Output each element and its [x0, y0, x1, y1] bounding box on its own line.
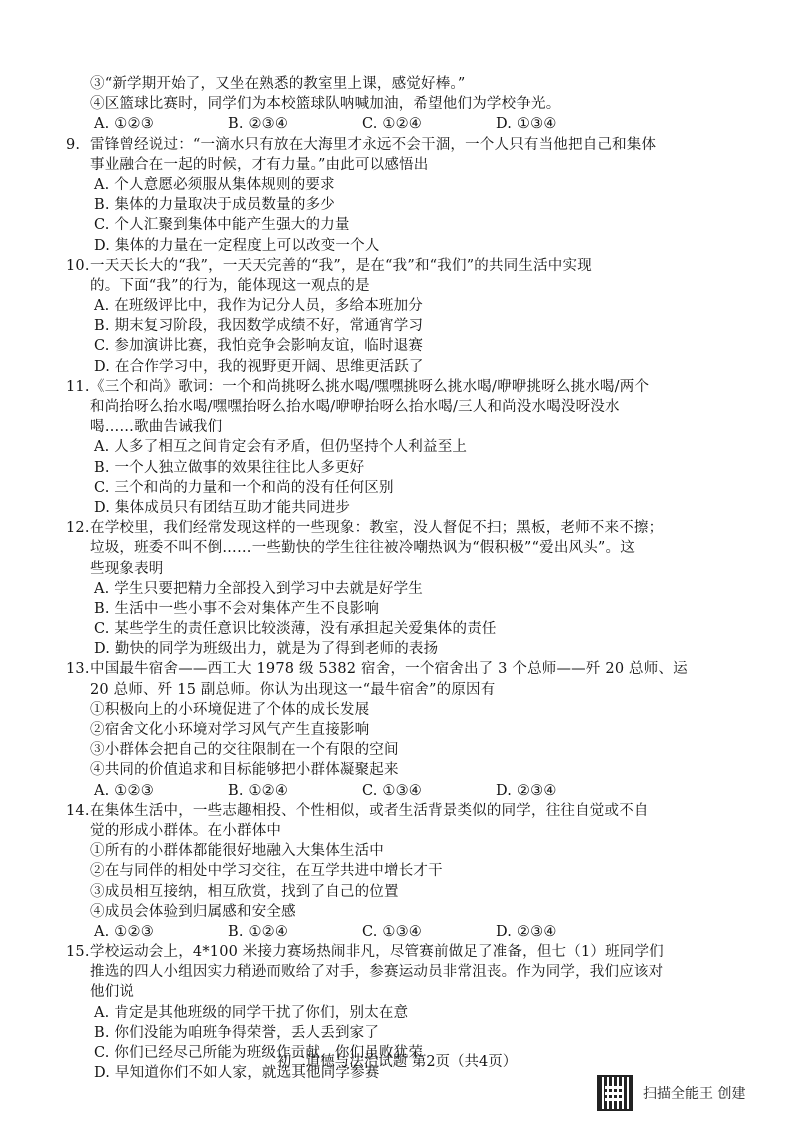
choice-option: B. ②③④	[228, 116, 289, 133]
question-number: 10.	[66, 257, 90, 274]
line-text: ④共同的价值追求和目标能够把小群体凝聚起来	[90, 762, 399, 779]
line-text: A. 在班级评比中，我作为记分人员，多给本班加分	[94, 298, 423, 315]
choice-row	[90, 781, 730, 801]
line-text: ③“新学期开始了，又坐在熟悉的教室里上课，感觉好棒。”	[90, 76, 466, 92]
line-text: 垃圾，班委不叫不倒……一些勤快的学生往往被冷嘲热讽为“假积极”“爱出风头”。这	[90, 540, 635, 557]
line-text: D. 集体成员只有团结互助才能共同进步	[94, 499, 351, 516]
question-line	[66, 801, 730, 821]
text-line	[90, 639, 730, 659]
text-line	[90, 861, 730, 881]
line-text: B. 期末复习阶段，我因数学成绩不好，常通宵学习	[94, 318, 424, 335]
text-line	[90, 902, 730, 922]
line-text: B. 生活中一些小事不会对集体产生不良影响	[94, 600, 380, 617]
question-line	[66, 135, 730, 155]
line-text: C. 你们已经尽己所能为班级作贡献，你们虽败犹荣	[94, 1045, 424, 1061]
text-line	[90, 619, 730, 639]
choice-option: C. ①③④	[362, 782, 422, 799]
question-line	[66, 256, 730, 276]
choice-option: C. ①③④	[362, 923, 422, 940]
text-line	[90, 700, 730, 720]
line-text: ③小群体会把自己的交往限制在一个有限的空间	[90, 742, 399, 759]
line-text: C. 三个和尚的力量和一个和尚的没有任何区别	[94, 479, 394, 496]
question-number: 11.	[66, 378, 90, 395]
qr-code-icon	[597, 1075, 633, 1111]
line-text: A. 人多了相互之间肯定会有矛盾，但仍坚持个人利益至上	[94, 439, 468, 456]
choice-option: C. ①②④	[362, 116, 422, 133]
line-text: B. 你们没能为咱班争得荣誉，丢人丢到家了	[94, 1024, 380, 1041]
text-line	[90, 437, 730, 457]
line-text: A. 个人意愿必须服从集体规则的要求	[94, 176, 335, 193]
line-text: 一天天长大的“我”，一天天完善的“我”，是在“我”和“我们”的共同生活中实现	[90, 257, 592, 274]
text-line	[90, 599, 730, 619]
choice-row	[90, 922, 730, 942]
choice-option: B. ①②④	[228, 923, 289, 940]
question-number: 14.	[66, 802, 90, 819]
text-line	[90, 982, 730, 1002]
text-line	[90, 236, 730, 256]
line-text: ③成员相互接纳，相互欣赏，找到了自己的位置	[90, 883, 399, 900]
line-text: 喝……歌曲告诫我们	[90, 419, 223, 436]
text-line	[90, 336, 730, 356]
text-line	[90, 296, 730, 316]
text-line	[90, 821, 730, 841]
choice-option: A. ①②③	[94, 116, 154, 133]
line-text: 事业融合在一起的时候，才有力量。”由此可以感悟出	[90, 156, 429, 173]
text-line	[90, 417, 730, 437]
text-line	[90, 397, 730, 417]
line-text: D. 勤快的同学为班级出力，就是为了得到老师的表扬	[94, 641, 439, 658]
choice-option: A. ①②③	[94, 782, 154, 799]
text-line	[90, 458, 730, 478]
line-text: ①所有的小群体都能很好地融入大集体生活中	[90, 843, 384, 860]
choice-option: B. ①②④	[228, 782, 289, 799]
line-text: D. 早知道你们不如人家，就选其他同学参赛	[94, 1065, 380, 1082]
line-text: 雷锋曾经说过：“一滴水只有放在大海里才永远不会干涸，一个人只有当他把自己和集体	[90, 136, 657, 153]
page-footer: 初二道德与法治试题 第2页（共4页）	[276, 1054, 518, 1070]
text-line	[90, 94, 730, 114]
line-text: 和尚抬呀么抬水喝/嘿嘿抬呀么抬水喝/咿咿抬呀么抬水喝/三人和尚没水喝没呀没水	[90, 399, 620, 415]
line-text: C. 参加演讲比赛，我怕竞争会影响友谊，临时退赛	[94, 338, 424, 355]
watermark-text: 扫描全能王 创建	[643, 1086, 746, 1102]
question-number: 15.	[66, 944, 90, 961]
line-text: 在集体生活中，一些志趣相投、个性相似，或者生活背景类似的同学，往往自觉或不自	[90, 802, 649, 819]
line-text: ①积极向上的小环境促进了个体的成长发展	[90, 701, 370, 718]
line-text: ②宿舍文化小环境对学习风气产生直接影响	[90, 722, 370, 738]
text-line	[90, 478, 730, 498]
text-line	[90, 760, 730, 780]
line-text: B. 一个人独立做事的效果往往比人多更好	[94, 459, 365, 476]
choice-option: D. ②③④	[496, 782, 557, 799]
text-line	[90, 357, 730, 377]
text-line	[90, 680, 730, 700]
text-line	[90, 316, 730, 336]
text-line	[90, 195, 730, 215]
text-line	[90, 155, 730, 175]
line-text: 觉的形成小群体。在小群体中	[90, 822, 282, 839]
line-text: 他们说	[90, 984, 135, 1001]
scanner-watermark	[597, 1073, 787, 1113]
text-line	[90, 74, 730, 94]
choice-option: D. ②③④	[496, 923, 557, 940]
line-text: ②在与同伴的相处中学习交往，在互学共进中增长才干	[90, 863, 443, 880]
text-line	[90, 1023, 730, 1043]
line-text: 的。下面“我”的行为，能体现这一观点的是	[90, 277, 370, 294]
question-line	[66, 518, 730, 538]
text-line	[90, 841, 730, 861]
line-text: 在学校里，我们经常发现这样的一些现象：教室，没人督促不扫；黑板，老师不来不擦；	[90, 520, 664, 537]
line-text: 20 总师、歼 15 副总师。你认为出现这一“最牛宿舍”的原因有	[90, 681, 496, 698]
line-text: A. 学生只要把精力全部投入到学习中去就是好学生	[94, 580, 423, 597]
text-line	[90, 882, 730, 902]
line-text: 中国最牛宿舍——西工大 1978 级 5382 宿舍，一个宿舍出了 3 个总师——歼 20 总师、运	[90, 661, 688, 678]
line-text: D. 在合作学习中，我的视野更开阔、思维更活跃了	[94, 358, 424, 375]
text-line	[90, 962, 730, 982]
line-text: C. 个人汇聚到集体中能产生强大的力量	[94, 217, 350, 234]
line-text: C. 某些学生的责任意识比较淡薄，没有承担起关爱集体的责任	[94, 621, 497, 638]
line-text: A. 肯定是其他班级的同学干扰了你们，别太在意	[94, 1004, 409, 1021]
choice-option: D. ①③④	[496, 116, 557, 133]
question-line	[66, 942, 730, 962]
question-number: 9.	[66, 136, 81, 153]
choice-option: A. ①②③	[94, 923, 154, 940]
line-text: 推选的四人小组因实力稍逊而败给了对手，参赛运动员非常沮丧。作为同学，我们应该对	[90, 964, 664, 981]
line-text: 学校运动会上，4*100 米接力赛场热闹非凡，尽管赛前做足了准备，但七（1）班同学们	[90, 944, 664, 961]
question-line	[66, 659, 730, 679]
text-line	[90, 579, 730, 599]
text-line	[90, 215, 730, 235]
text-line	[90, 175, 730, 195]
line-text: 《三个和尚》歌词：一个和尚挑呀么挑水喝/嘿嘿挑呀么挑水喝/咿咿挑呀么挑水喝/两个	[90, 378, 650, 395]
line-text: ④区篮球比赛时，同学们为本校篮球队呐喊加油，希望他们为学校争光。	[90, 96, 561, 113]
line-text: ④成员会体验到归属感和安全感	[90, 903, 296, 920]
text-line	[90, 1003, 730, 1023]
question-line	[66, 377, 730, 397]
text-line	[90, 498, 730, 518]
question-number: 13.	[66, 661, 90, 678]
text-line	[90, 720, 730, 740]
question-number: 12.	[66, 520, 90, 537]
choice-row	[90, 114, 730, 134]
line-text: 些现象表明	[90, 560, 164, 577]
text-line	[90, 276, 730, 296]
text-line	[90, 559, 730, 579]
text-line	[90, 740, 730, 760]
question-list	[66, 74, 730, 1083]
line-text: B. 集体的力量取决于成员数量的多少	[94, 197, 335, 214]
text-line	[90, 538, 730, 558]
line-text: D. 集体的力量在一定程度上可以改变一个人	[94, 237, 380, 254]
